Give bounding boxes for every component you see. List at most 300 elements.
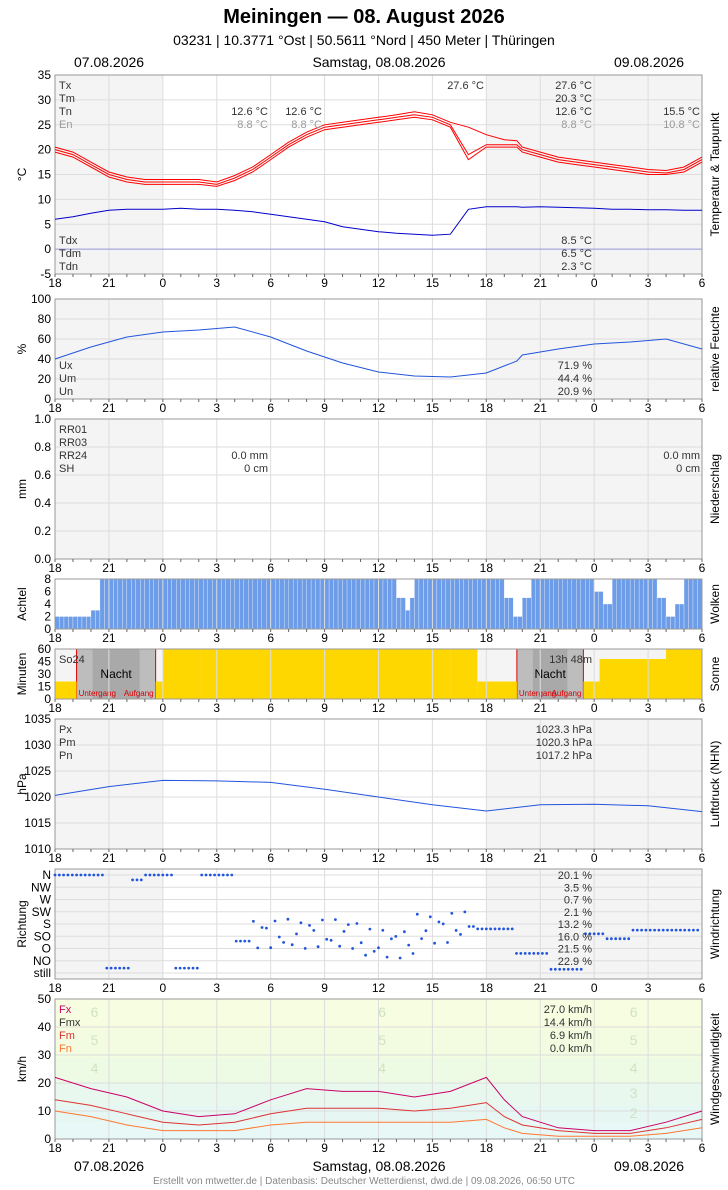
wind-dir-point	[524, 952, 527, 955]
cloud-bar	[379, 579, 383, 629]
xtick-pressure: 3	[644, 851, 652, 865]
hum-legend-Ux: Ux	[59, 360, 73, 372]
temp-legend-Tn: Tn	[59, 106, 72, 118]
ytick-sun: 0	[44, 692, 51, 706]
xtick-wind-dir: 6	[698, 981, 706, 995]
xtick-sun: 6	[698, 701, 706, 715]
sun-duration: 13h 48m	[549, 654, 592, 666]
xtick-sun: 21	[533, 701, 547, 715]
xtick-temperature: 0	[159, 276, 167, 290]
wind-dir-point	[110, 967, 113, 970]
wind-dir-point	[308, 924, 311, 927]
ytick-wind_speed: 10	[37, 1104, 51, 1118]
ylabel-wind_speed: km/h	[15, 1055, 29, 1083]
xtick-pressure: 0	[159, 851, 167, 865]
temp-legend-Tx: Tx	[59, 80, 72, 92]
wind-dir-point	[403, 930, 406, 933]
ytick-pressure: 1025	[24, 764, 51, 778]
side-label-wind_speed: Windgeschwindigkeit	[708, 1012, 722, 1126]
cloud-bar	[217, 579, 221, 629]
xtick-precip: 21	[533, 561, 547, 575]
wind-dir-point	[88, 874, 91, 877]
xtick-humidity: 12	[371, 401, 386, 415]
wind-dir-point	[274, 920, 277, 923]
cloud-bar	[437, 579, 441, 629]
ylabel-pressure: hPa	[15, 773, 29, 795]
cloud-bar	[518, 617, 522, 630]
wind-value: 6.9 km/h	[549, 1030, 592, 1042]
cloud-bar	[482, 579, 486, 629]
cloud-bar	[334, 579, 338, 629]
xtick-wind-dir: 6	[267, 981, 275, 995]
xtick-pressure: 15	[425, 851, 440, 865]
sunrise-label: Aufgang	[551, 689, 582, 698]
date-center-top: Samstag, 08.08.2026	[312, 54, 446, 70]
cloud-bar	[612, 579, 616, 629]
xtick-humidity: 0	[590, 401, 598, 415]
cloud-bar	[459, 579, 463, 629]
beaufort-label: 6	[90, 1004, 99, 1020]
wind-dir-category: NO	[33, 953, 51, 968]
ytick-temperature: 5	[44, 217, 51, 232]
cloud-bar	[590, 579, 594, 629]
xtick-humidity: 3	[213, 401, 221, 415]
ytick-sun: 45	[37, 654, 51, 669]
wind-dir-point	[468, 925, 471, 928]
wind-dir-point	[218, 874, 221, 877]
ylabel-wind_direction: Richtung	[15, 900, 29, 948]
wind-dir-point	[364, 954, 367, 957]
cloud-bar	[280, 579, 284, 629]
temp-day1b-tn: 12.6 °C	[285, 106, 322, 118]
ytick-humidity: 60	[37, 332, 51, 346]
wind-dir-freq: 0.7 %	[563, 894, 592, 907]
cloud-bar	[316, 579, 320, 629]
footer-credits: Erstellt von mtwetter.de | Datenbasis: Deutscher Wetterdienst, dwd.de | 09.08.2026, 06:50 UTC	[153, 1176, 575, 1187]
sun-bar	[450, 649, 477, 699]
station-info: 03231 | 10.3771 °Ost | 50.5611 °Nord | 450 Meter | Thüringen	[173, 32, 555, 48]
ytick-precip: 0.2	[34, 524, 51, 538]
precip-day3-rr: 0.0 mm	[663, 450, 700, 462]
ytick-temperature: -5	[40, 267, 51, 281]
wind-dir-point	[92, 874, 95, 877]
ylabel-precip: mm	[15, 479, 29, 499]
cloud-bar	[158, 579, 162, 629]
ylabel-temperature: °C	[15, 167, 29, 182]
xtick-wind-dir: 0	[590, 981, 598, 995]
wind-dir-point	[696, 929, 699, 932]
cloud-bar	[194, 579, 198, 629]
ytick-pressure: 1010	[24, 842, 51, 856]
wind-dir-point	[558, 968, 561, 971]
cloud-bar	[226, 579, 230, 629]
ytick-wind_speed: 30	[37, 1048, 51, 1062]
wind-dir-point	[658, 929, 661, 932]
beaufort-label: 5	[629, 1032, 638, 1048]
ytick-temperature: 0	[44, 242, 51, 257]
xtick-precip: 3	[644, 561, 652, 575]
wind-dir-point	[187, 967, 190, 970]
xtick-sun: 3	[644, 701, 652, 715]
ytick-precip: 0.6	[34, 468, 51, 482]
cloud-bar	[325, 579, 329, 629]
cloud-bar	[176, 579, 180, 629]
ytick-sun: 60	[37, 642, 51, 656]
wind-dir-point	[321, 919, 324, 922]
cloud-bar	[594, 592, 598, 630]
temp-day1-tn: 12.6 °C	[231, 106, 268, 118]
beaufort-label: 2	[629, 1104, 638, 1121]
wind-dir-point	[511, 928, 514, 931]
cloud-bar	[131, 579, 135, 629]
ytick-pressure: 1035	[24, 712, 51, 726]
cloud-bar	[558, 579, 562, 629]
ytick-precip: 0.8	[34, 440, 51, 454]
cloud-bar	[477, 579, 481, 629]
wind-dir-point	[317, 945, 320, 948]
date-right-bottom: 09.08.2026	[614, 1158, 685, 1174]
xtick-wind-dir: 3	[644, 981, 652, 995]
xtick-humidity: 3	[644, 401, 652, 415]
wind-dir-point	[373, 950, 376, 953]
wind-dir-point	[683, 929, 686, 932]
wind-dir-point	[640, 929, 643, 932]
precip-legend-SH: SH	[59, 463, 75, 475]
cloud-bar	[95, 610, 99, 629]
wind-legend-Fm: Fm	[59, 1030, 75, 1042]
cloud-bar	[86, 617, 90, 630]
cloud-bar	[441, 579, 445, 629]
cloud-bar	[293, 579, 297, 629]
cloud-bar	[365, 579, 369, 629]
cloud-bar	[370, 579, 374, 629]
ytick-humidity: 100	[30, 292, 51, 306]
cloud-bar	[356, 579, 360, 629]
wind-dir-point	[243, 940, 246, 943]
wind-dir-point	[330, 939, 333, 942]
wind-dir-point	[179, 967, 182, 970]
cloud-bar	[599, 592, 603, 630]
wind-dir-point	[407, 944, 410, 947]
wind-dir-point	[550, 968, 553, 971]
xtick-sun: 12	[371, 701, 386, 715]
xtick-wind_speed: 21	[533, 1141, 547, 1155]
xtick-clouds: 21	[102, 631, 116, 645]
xtick-clouds: 6	[698, 631, 706, 645]
cloud-bar	[653, 579, 657, 629]
xtick-precip: 3	[213, 561, 221, 575]
cloud-bar	[262, 579, 266, 629]
xtick-wind_speed: 0	[590, 1141, 598, 1155]
cloud-bar	[185, 579, 189, 629]
sun-bar	[666, 649, 702, 699]
xtick-pressure: 21	[102, 851, 116, 865]
xtick-precip: 6	[698, 561, 706, 575]
xtick-wind_speed: 15	[425, 1141, 440, 1155]
cloud-bar	[698, 579, 702, 629]
wind-dir-point	[287, 918, 290, 921]
pres-value: 1020.3 hPa	[535, 737, 592, 749]
xtick-temperature: 15	[425, 276, 440, 290]
cloud-bar	[239, 579, 243, 629]
wind-dir-point	[183, 967, 186, 970]
ytick-clouds: 0	[44, 622, 51, 636]
wind-legend-Fx: Fx	[59, 1004, 72, 1016]
cloud-bar	[639, 579, 643, 629]
cloud-bar	[396, 598, 400, 629]
cloud-bar	[576, 579, 580, 629]
cloud-bar	[73, 617, 77, 630]
wind-dir-point	[75, 874, 78, 877]
wind-dir-point	[369, 928, 372, 931]
ytick-temperature: 10	[37, 192, 51, 207]
cloud-bar	[504, 598, 508, 629]
cloud-bar	[248, 579, 252, 629]
cloud-bar	[59, 617, 63, 630]
cloud-bar	[100, 579, 104, 629]
cloud-bar	[455, 579, 459, 629]
wind-dir-point	[567, 968, 570, 971]
cloud-bar	[163, 579, 167, 629]
cloud-bar	[689, 579, 693, 629]
beaufort-label: 5	[90, 1032, 99, 1048]
wind-dir-point	[80, 874, 83, 877]
cloud-bar	[513, 617, 517, 630]
wind-dir-point	[580, 968, 583, 971]
xtick-clouds: 3	[644, 631, 652, 645]
xtick-sun: 0	[159, 701, 167, 715]
cloud-bar	[253, 579, 257, 629]
wind-dir-point	[213, 874, 216, 877]
side-label-humidity: relative Feuchte	[708, 306, 722, 392]
wind-dir-point	[502, 928, 505, 931]
xtick-temperature: 21	[102, 276, 116, 290]
temp-day1-en: 8.8 °C	[237, 119, 268, 131]
hum-value: 20.9 %	[557, 386, 592, 398]
cloud-bar	[603, 604, 607, 629]
wind-dir-point	[127, 967, 130, 970]
date-left-top: 07.08.2026	[74, 54, 145, 70]
wind-value: 27.0 km/h	[543, 1004, 592, 1016]
wind-dir-point	[136, 879, 139, 882]
wind-dir-point	[144, 874, 147, 877]
wind-value: 14.4 km/h	[543, 1017, 592, 1029]
wind-dir-point	[170, 874, 173, 877]
ytick-humidity: 0	[44, 392, 51, 406]
wind-dir-point	[515, 952, 518, 955]
wind-dir-point	[84, 874, 87, 877]
ytick-clouds: 6	[44, 584, 51, 599]
cloud-bar	[122, 579, 126, 629]
cloud-bar	[343, 579, 347, 629]
wind-dir-category: W	[39, 892, 51, 907]
cloud-bar	[302, 579, 306, 629]
ytick-humidity: 40	[37, 352, 51, 366]
cloud-bar	[383, 579, 387, 629]
wind-dir-point	[450, 912, 453, 915]
cloud-bar	[527, 598, 531, 629]
page-title: Meiningen — 08. August 2026	[223, 6, 505, 28]
wind-dir-freq: 16.0 %	[557, 931, 592, 944]
cloud-bar	[491, 579, 495, 629]
cloud-bar	[149, 579, 153, 629]
cloud-bar	[387, 579, 391, 629]
wind-dir-freq: 22.9 %	[557, 955, 592, 968]
cloud-bar	[154, 579, 158, 629]
dew-legend-Tdx: Tdx	[59, 235, 78, 247]
cloud-bar	[414, 579, 418, 629]
wind-dir-point	[649, 929, 652, 932]
wind-dir-point	[360, 941, 363, 944]
cloud-bar	[145, 579, 149, 629]
xtick-humidity: 15	[425, 401, 440, 415]
wind-value: 0.0 km/h	[549, 1043, 592, 1055]
wind-dir-point	[507, 928, 510, 931]
wind-dir-point	[381, 929, 384, 932]
cloud-bar	[82, 617, 86, 630]
wind-dir-point	[545, 952, 548, 955]
wind-dir-point	[528, 952, 531, 955]
wind-dir-point	[377, 946, 380, 949]
cloud-bar	[235, 579, 239, 629]
ytick-temperature: 20	[37, 142, 51, 157]
wind-dir-point	[601, 932, 604, 935]
wind-dir-point	[472, 925, 475, 928]
wind-dir-point	[481, 928, 484, 931]
xtick-clouds: 12	[371, 631, 386, 645]
wind-dir-point	[58, 874, 61, 877]
xtick-wind_speed: 9	[321, 1141, 328, 1155]
side-label-wind_direction: Windrichtung	[708, 888, 722, 960]
wind-dir-point	[226, 874, 229, 877]
wind-dir-category: SO	[33, 929, 51, 944]
wind-dir-point	[412, 952, 415, 955]
xtick-humidity: 0	[159, 401, 167, 415]
cloud-bar	[608, 604, 612, 629]
wind-dir-point	[54, 874, 57, 877]
wind-dir-point	[325, 938, 328, 941]
wind-dir-point	[476, 928, 479, 931]
wind-dir-category: O	[41, 941, 51, 956]
cloud-bar	[684, 579, 688, 629]
xtick-humidity: 21	[102, 401, 116, 415]
cloud-bar	[244, 579, 248, 629]
cloud-bar	[208, 579, 212, 629]
cloud-bar	[271, 579, 275, 629]
xtick-humidity: 9	[321, 401, 328, 415]
cloud-bar	[617, 579, 621, 629]
cloud-bar	[621, 579, 625, 629]
wind-dir-point	[295, 933, 298, 936]
xtick-clouds: 21	[533, 631, 547, 645]
cloud-bar	[495, 579, 499, 629]
wind-dir-point	[312, 929, 315, 932]
wind-dir-point	[149, 874, 152, 877]
cloud-bar	[662, 598, 666, 629]
cloud-bar	[212, 579, 216, 629]
temp-day2-value: 12.6 °C	[555, 106, 592, 118]
ytick-precip: 0.0	[34, 552, 51, 566]
sun-bar	[163, 649, 201, 699]
xtick-precip: 0	[590, 561, 598, 575]
cloud-bar	[693, 579, 697, 629]
cloud-bar	[361, 579, 365, 629]
sunset-label: Untergang	[518, 689, 557, 698]
cloud-bar	[567, 579, 571, 629]
wind-dir-point	[571, 968, 574, 971]
cloud-bar	[500, 579, 504, 629]
pres-legend-Pn: Pn	[59, 750, 73, 762]
cloud-bar	[410, 598, 414, 629]
xtick-temperature: 3	[644, 276, 652, 290]
xtick-temperature: 18	[48, 276, 62, 290]
side-label-pressure: Luftdruck (NHN)	[708, 740, 722, 828]
xtick-wind_speed: 3	[213, 1141, 221, 1155]
wind-dir-point	[235, 940, 238, 943]
temp-legend-En: En	[59, 119, 73, 131]
ylabel-sun: Minuten	[15, 652, 29, 696]
cloud-bar	[644, 579, 648, 629]
xtick-wind_speed: 0	[159, 1141, 167, 1155]
beaufort-label: 4	[629, 1060, 638, 1076]
cloud-bar	[473, 579, 477, 629]
hum-value: 71.9 %	[557, 360, 592, 372]
cloud-bar	[419, 579, 423, 629]
cloud-bar	[581, 579, 585, 629]
xtick-temperature: 18	[479, 276, 494, 290]
wind-dir-point	[386, 956, 389, 959]
wind-dir-point	[532, 952, 535, 955]
wind-dir-point	[459, 933, 462, 936]
side-label-sun: Sonne	[708, 656, 722, 692]
xtick-sun: 6	[267, 701, 275, 715]
wind-dir-point	[416, 913, 419, 916]
cloud-bar	[64, 617, 68, 630]
ytick-temperature: 35	[37, 68, 51, 82]
xtick-humidity: 18	[48, 401, 62, 415]
sun-bar	[477, 682, 517, 700]
sun-bar	[156, 682, 163, 700]
cloud-bar	[423, 579, 427, 629]
hum-legend-Un: Un	[59, 386, 74, 398]
xtick-humidity: 18	[479, 401, 494, 415]
wind-dir-point	[252, 920, 255, 923]
cloud-bar	[347, 579, 351, 629]
wind-dir-point	[593, 932, 596, 935]
wind-dir-point	[498, 928, 501, 931]
xtick-pressure: 18	[48, 851, 62, 865]
ytick-temperature: 15	[37, 167, 51, 182]
ytick-wind_speed: 0	[44, 1132, 51, 1146]
wind-dir-point	[157, 874, 160, 877]
wind-dir-point	[425, 929, 428, 932]
wind-dir-point	[131, 879, 134, 882]
pres-value: 1017.2 hPa	[535, 750, 592, 762]
cloud-bar	[284, 579, 288, 629]
cloud-bar	[671, 617, 675, 630]
wind-dir-point	[278, 936, 281, 939]
wind-dir-point	[62, 874, 65, 877]
xtick-wind_speed: 18	[48, 1141, 62, 1155]
wind-dir-point	[140, 879, 143, 882]
wind-legend-Fn: Fn	[59, 1043, 72, 1055]
cloud-bar	[545, 579, 549, 629]
precip-legend-RR01: RR01	[59, 424, 88, 436]
xtick-temperature: 12	[371, 276, 386, 290]
wind-dir-point	[390, 937, 393, 940]
wind-dir-point	[442, 923, 445, 926]
wind-dir-freq: 3.5 %	[563, 882, 592, 895]
